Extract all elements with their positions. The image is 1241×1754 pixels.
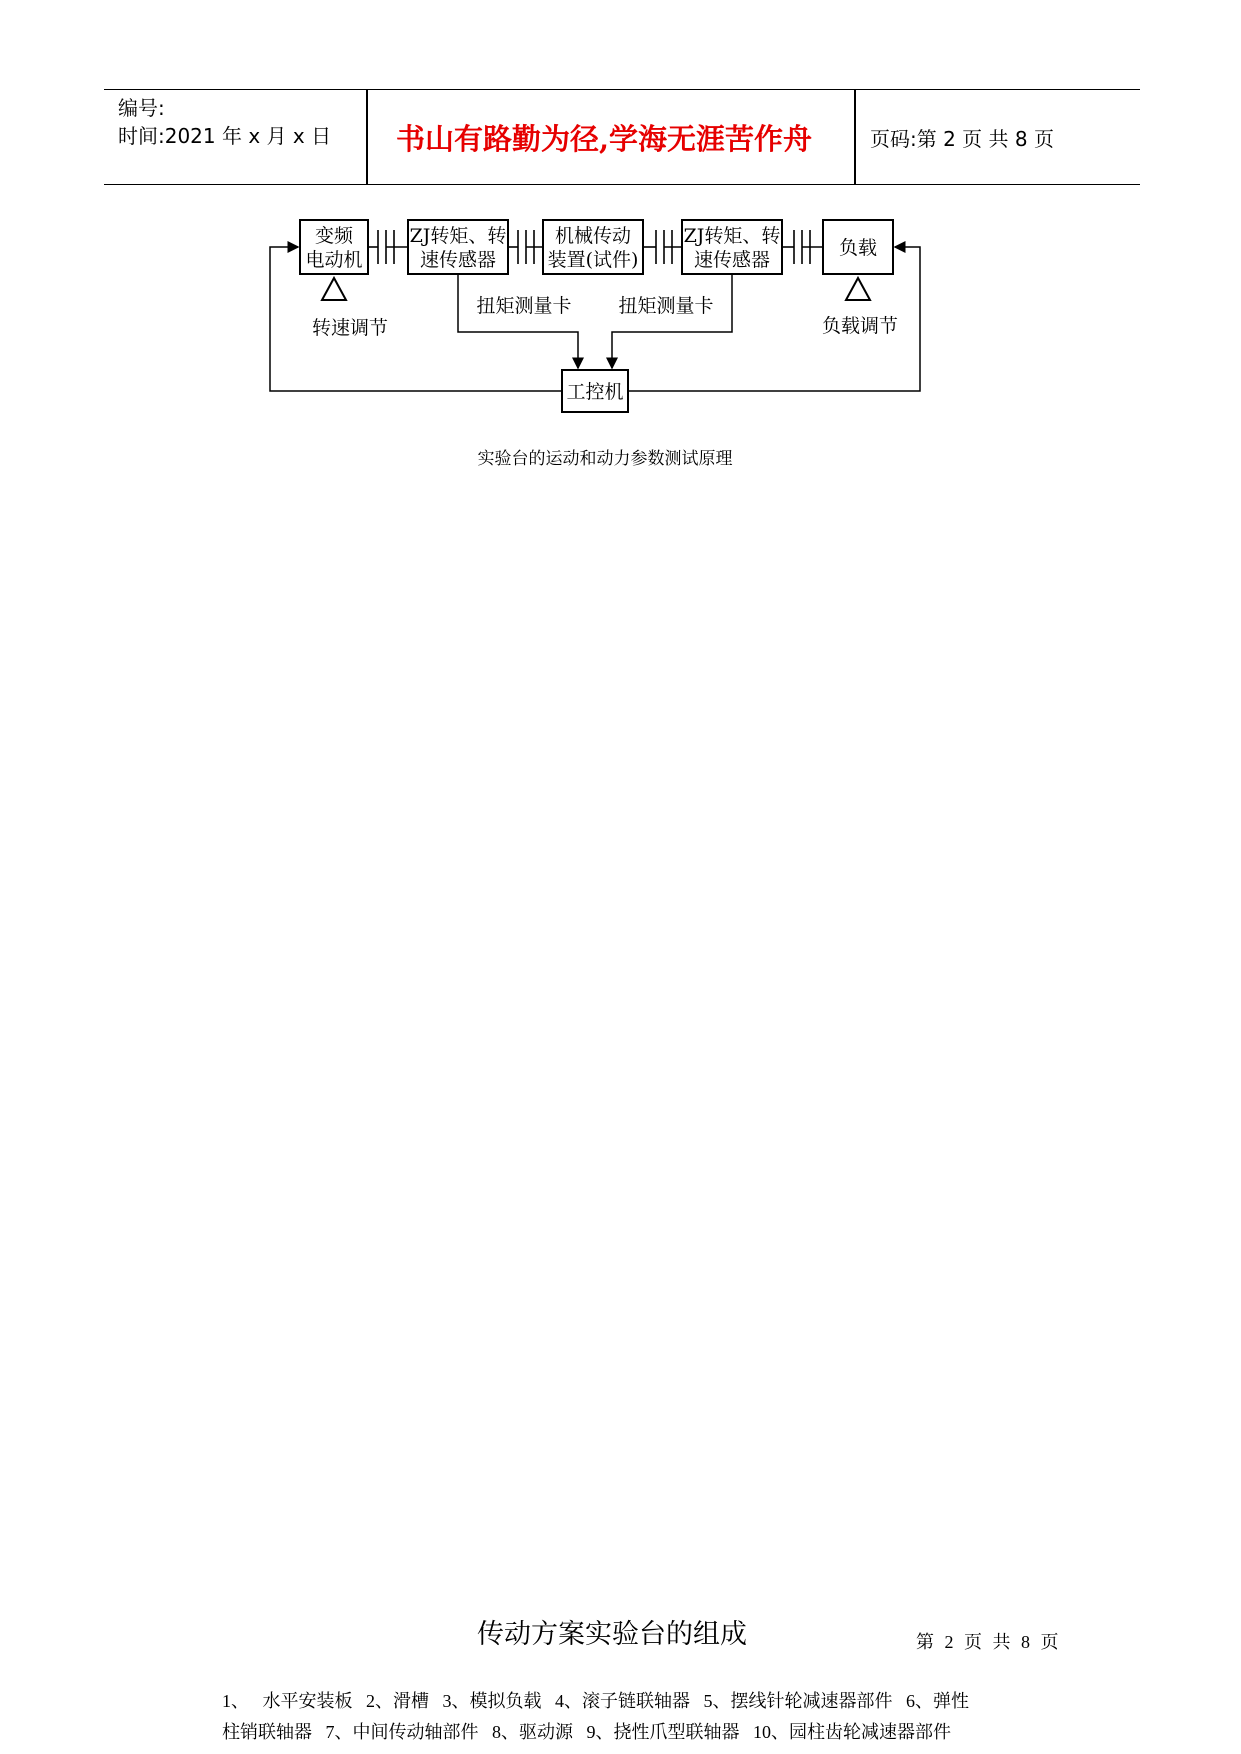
load-adjust-label: 负载调节 xyxy=(821,315,899,337)
section-title: 传动方案实验台的组成 xyxy=(477,1619,747,1649)
coupling-2 xyxy=(508,230,543,264)
diagram-caption: 实验台的运动和动力参数测试原理 xyxy=(477,449,733,468)
coupling-3 xyxy=(643,230,682,264)
transmission-label-1: 机械传动 xyxy=(554,225,632,247)
header-left-cell xyxy=(118,94,331,150)
test-principle-diagram xyxy=(260,208,960,428)
motor-label-2: 电动机 xyxy=(305,249,363,271)
time-label: 时间:2021 年 x 月 x 日 xyxy=(118,124,332,148)
number-label: 编号: xyxy=(118,96,165,120)
coupling-1 xyxy=(368,230,408,264)
right-signal-line xyxy=(612,274,732,368)
page-number: 第 2 页 共 8 页 xyxy=(916,1632,1059,1652)
sensor-right-label-1: ZJ转矩、转 xyxy=(683,225,781,247)
sensor-left-label-2: 速传感器 xyxy=(419,249,497,271)
motor-label-1: 变频 xyxy=(314,225,354,247)
component-list-line-2: 柱销联轴器 7、中间传动轴部件 8、驱动源 9、挠性爪型联轴器 10、园柱齿轮减速器部件 xyxy=(222,1722,951,1742)
header-divider-right xyxy=(854,90,856,184)
load-label: 负载 xyxy=(838,237,878,259)
sensor-left-label-1: ZJ转矩、转 xyxy=(409,225,507,247)
speed-adjust-triangle xyxy=(322,278,346,300)
transmission-label-2: 装置(试件) xyxy=(547,249,639,271)
sensor-right-label-2: 速传感器 xyxy=(693,249,771,271)
load-adjust-triangle xyxy=(846,278,870,300)
header-page-code: 页码:第 2 页 共 8 页 xyxy=(870,126,1054,151)
component-list-line-1: 1、 水平安装板 2、滑槽 3、模拟负载 4、滚子链联轴器 5、摆线针轮减速器部件 6、弹性 xyxy=(222,1691,969,1711)
coupling-4 xyxy=(782,230,823,264)
component-list xyxy=(222,1686,1030,1748)
torque-card-right-label: 扭矩测量卡 xyxy=(618,295,714,317)
ipc-label: 工控机 xyxy=(566,381,624,403)
left-signal-line xyxy=(458,274,578,368)
document-header xyxy=(104,89,1140,185)
speed-adjust-label: 转速调节 xyxy=(311,317,389,339)
header-motto: 书山有路勤为径,学海无涯苦作舟 xyxy=(395,121,813,156)
torque-card-left-label: 扭矩测量卡 xyxy=(476,295,572,317)
